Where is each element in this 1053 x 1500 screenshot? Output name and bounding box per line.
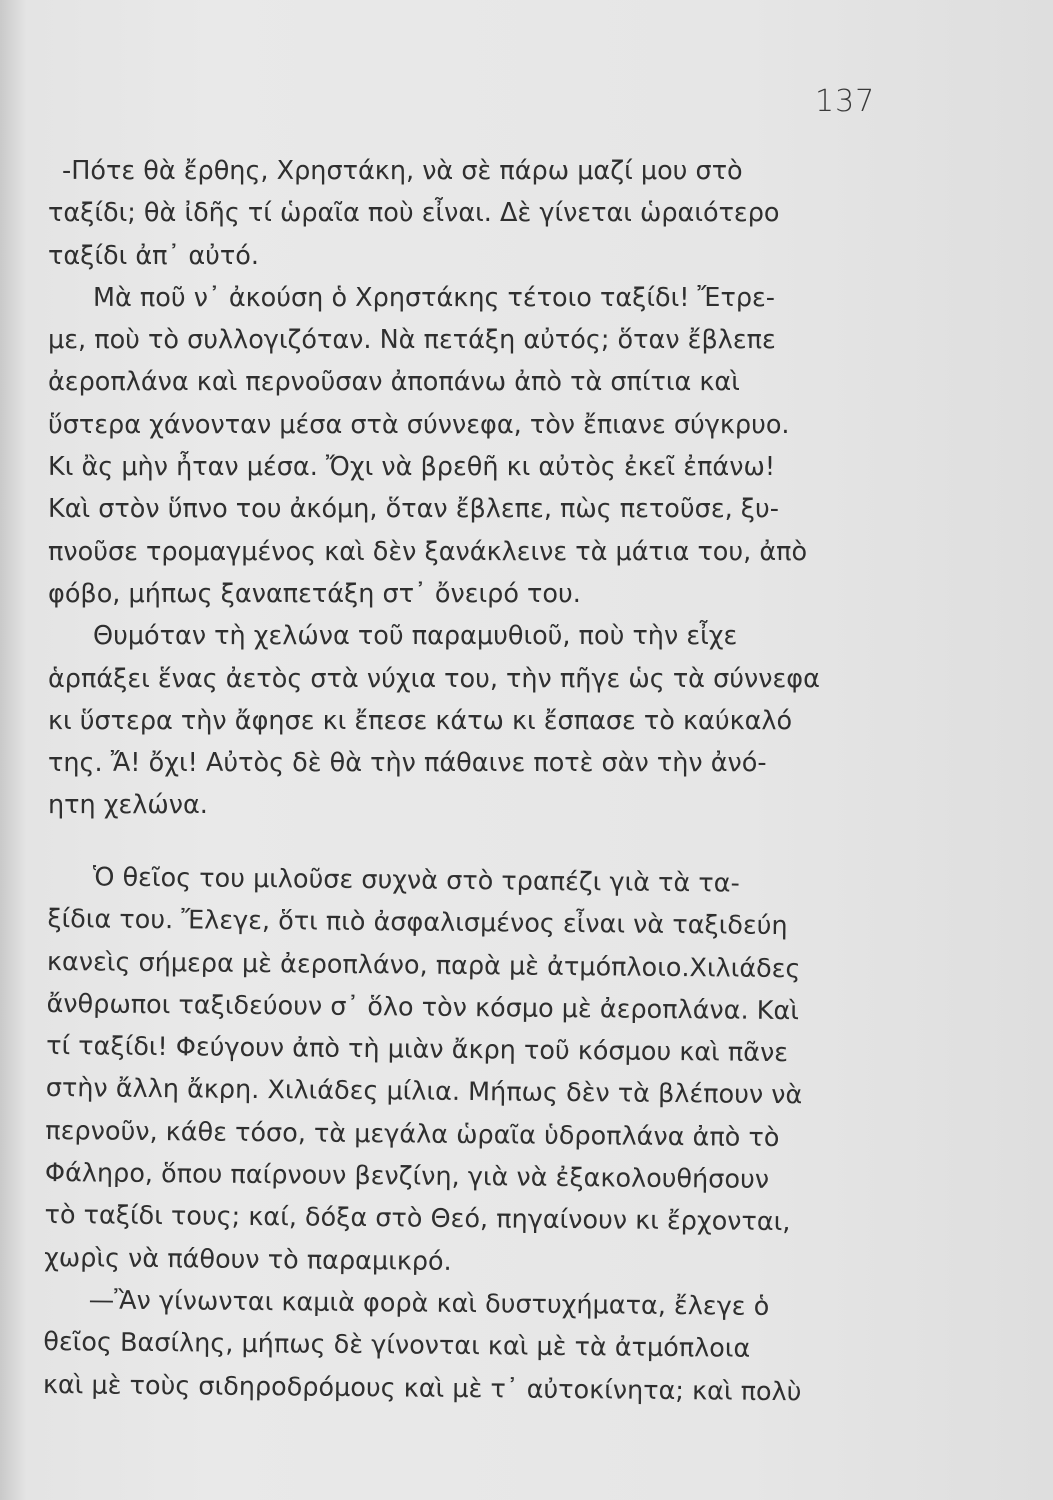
text-line: ταξίδι ἀπ᾽ αὐτό. [48,240,259,271]
text-line: —Ἂν γίνωνται καμιὰ φορὰ καὶ δυστυχήματα, ἔλεγε ὁ [88,1285,770,1322]
text-line: ητη χελώνα. [48,790,208,821]
text-line: κανεὶς σήμερα μὲ ἀεροπλάνο, παρὰ μὲ ἀτμόπλοιο.Χιλιάδες [46,946,801,984]
text-line: Καὶ στὸν ὕπνο του ἀκόμη, ὅταν ἔβλεπε, πὼς πετοῦσε, ξυ- [48,494,779,525]
text-line: πνοῦσε τρομαγμένος καὶ δὲν ξανάκλεινε τὰ μάτια του, ἀπὸ [48,536,808,567]
text-line: Ὁ θεῖος του μιλοῦσε συχνὰ στὸ τραπέζι γιὰ τὰ τα- [92,862,740,899]
text-line: με, ποὺ τὸ συλλογιζόταν. Νὰ πετάξη αὐτός; ὅταν ἔβλεπε [48,325,776,356]
text-line: Φάληρο, ὅπου παίρνουν βενζίνη, γιὰ νὰ ἐξακολουθήσουν [44,1158,770,1196]
text-line: ταξίδι; θὰ ἰδῆς τί ὡραῖα ποὺ εἶναι. Δὲ γίνεται ὡραιότερο [48,198,780,229]
text-line: Μὰ ποῦ ν᾽ ἀκούση ὁ Χρηστάκης τέτοιο ταξίδι! Ἔτρε- [93,282,775,313]
text-line: ξίδια του. Ἔλεγε, ὅτι πιὸ ἀσφαλισμένος εἶναι νὰ ταξιδεύη [47,904,788,942]
text-line: φόβο, μήπως ξαναπετάξη στ᾽ ὄνειρό του. [48,578,581,609]
text-line: Θυμόταν τὴ χελώνα τοῦ παραμυθιοῦ, ποὺ τὴν εἶχε [93,621,738,652]
text-line: ὕστερα χάνονταν μέσα στὰ σύννεφα, τὸν ἔπιανε σύγκρυο. [48,409,790,440]
text-line: θεῖος Βασίλης, μήπως δὲ γίνονται καὶ μὲ τὰ ἀτμόπλοια [43,1327,751,1365]
text-line: περνοῦν, κάθε τόσο, τὰ μεγάλα ὡραῖα ὑδροπλάνα ἀπὸ τὸ [45,1115,780,1153]
text-line: ἁρπάξει ἕνας ἀετὸς στὰ νύχια του, τὴν πῆγε ὡς τὰ σύννεφα [48,663,820,694]
text-line: ἀεροπλάνα καὶ περνοῦσαν ἀποπάνω ἀπὸ τὰ σπίτια καὶ [48,367,740,398]
text-line: τὸ ταξίδι τους; καί, δόξα στὸ Θεό, πηγαίνουν κι ἔρχονται, [44,1200,791,1238]
text-line: στὴν ἄλλη ἄκρη. Χιλιάδες μίλια. Μήπως δὲν τὰ βλέπουν νὰ [45,1073,803,1111]
text-line: χωρὶς νὰ πάθουν τὸ παραμικρό. [44,1242,452,1277]
text-section-1 [48,150,898,827]
text-line: της. Ἄ! ὄχι! Αὐτὸς δὲ θὰ τὴν πάθαινε ποτὲ σὰν τὴν ἀνό- [48,748,767,779]
text-line: ἄνθρωποι ταξιδεύουν σ᾽ ὅλο τὸν κόσμο μὲ ἀεροπλάνα. Καὶ [46,988,800,1027]
text-line: καὶ μὲ τοὺς σιδηροδρόμους καὶ μὲ τ᾽ αὐτοκίνητα; καὶ πολὺ [42,1369,802,1407]
text-line: Κι ἂς μὴν ἦταν μέσα. Ὄχι νὰ βρεθῆ κι αὐτὸς ἐκεῖ ἐπάνω! [48,452,776,483]
text-line: τί ταξίδι! Φεύγουν ἀπὸ τὴ μιὰν ἄκρη τοῦ κόσμου καὶ πᾶνε [46,1031,789,1069]
page-number: 137 [815,84,876,119]
text-section-2 [43,856,898,1414]
text-line: κι ὕστερα τὴν ἄφησε κι ἔπεσε κάτω κι ἔσπασε τὸ καύκαλό [48,705,793,736]
text-line: -Πότε θὰ ἔρθης, Χρηστάκη, νὰ σὲ πάρω μαζί μου στὸ [62,156,743,186]
